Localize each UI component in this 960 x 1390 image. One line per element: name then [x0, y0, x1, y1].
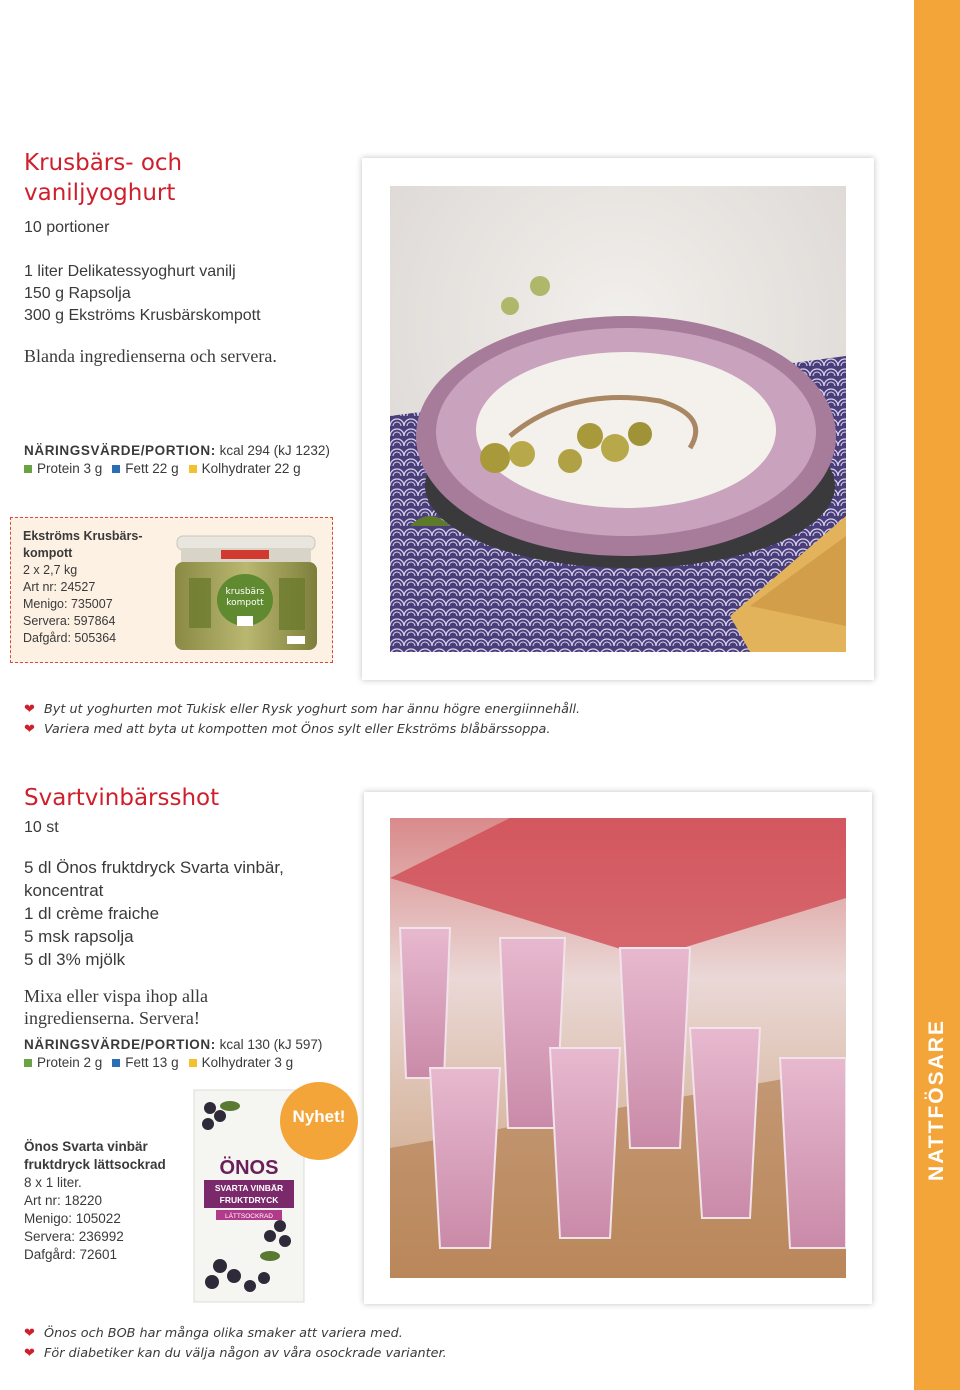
carbs-square-icon [189, 465, 197, 473]
product-info-box [10, 517, 333, 663]
recipe1-instructions: Blanda ingredienserna och servera. [24, 346, 277, 366]
new-badge-label: Nyhet! [292, 1107, 346, 1126]
fat-square-icon [112, 465, 120, 473]
ingredient-item: 5 dl 3% mjölk [24, 950, 126, 969]
heart-icon: ❤ [24, 722, 35, 737]
recipe1-nutrition-heading: NÄRINGSVÄRDE/PORTION: kcal 294 (kJ 1232) [24, 443, 330, 458]
protein-square-icon [24, 1059, 32, 1067]
svg-text:LÄTTSOCKRAD: LÄTTSOCKRAD [224, 1213, 274, 1220]
new-badge [280, 1082, 358, 1160]
tip-item: ❤ Byt ut yoghurten mot Tukisk eller Rysk yoghurt som har ännu högre energiinnehåll. [24, 700, 580, 720]
ingredient-item: 5 dl Önos fruktdryck Svarta vinbär, [24, 858, 284, 877]
svg-text:ÖNOS: ÖNOS [219, 1157, 279, 1179]
photo-frame [364, 792, 872, 1304]
recipe2-tips [24, 1324, 447, 1364]
ingredient-item: 1 dl crème fraiche [24, 904, 160, 923]
ingredient-item: 150 g Rapsolja [24, 285, 131, 302]
product-details: Önos Svarta vinbär fruktdryck lättsockrad 8 x 1 liter. Art nr: 18220 Menigo: 105022 Servera: 236992 Dafgård: 72601 [24, 1139, 166, 1262]
photo-frame [362, 158, 874, 680]
recipe2-instructions: Mixa eller vispa ihop alla ingredienserna. Servera! [24, 986, 208, 1028]
section-tab-label: NATTFÖSARE [925, 1019, 948, 1181]
tip-item: ❤ Variera med att byta ut kompotten mot Önos sylt eller Ekströms blåbärssoppa. [24, 720, 580, 740]
recipe2-nutrition-values: Protein 2 g Fett 13 g Kolhydrater 3 g [24, 1055, 303, 1070]
section-tab [914, 0, 960, 1390]
svg-text:kompott: kompott [226, 598, 264, 608]
recipe2-portions: 10 st [24, 819, 59, 836]
ingredient-item: 1 liter Delikatessyoghurt vanilj [24, 263, 236, 280]
svg-text:krusbärs: krusbärs [225, 587, 265, 597]
tip-item: ❤ Önos och BOB har många olika smaker att variera med. [24, 1324, 447, 1344]
carbs-square-icon [189, 1059, 197, 1067]
recipe1-portions: 10 portioner [24, 219, 110, 236]
recipe2-nutrition-heading: NÄRINGSVÄRDE/PORTION: kcal 130 (kJ 597) [24, 1037, 323, 1052]
shot-glasses-photo [390, 818, 846, 1278]
product-details: Ekströms Krusbärs- kompott 2 x 2,7 kg Art nr: 24527 Menigo: 735007 Servera: 597864 Dafgård: 505364 [23, 529, 143, 645]
protein-square-icon [24, 465, 32, 473]
product-jar-image [171, 532, 321, 658]
ingredient-item: koncentrat [24, 881, 104, 900]
svg-text:FRUKTDRYCK: FRUKTDRYCK [219, 1195, 279, 1205]
svg-text:SVARTA VINBÄR: SVARTA VINBÄR [214, 1183, 284, 1193]
recipe1-ingredients [24, 261, 261, 327]
recipe1-nutrition-values: Protein 3 g Fett 22 g Kolhydrater 22 g [24, 461, 311, 476]
recipe1-title: Krusbärs- och vaniljyoghurt [24, 150, 183, 206]
ingredient-item: 300 g Ekströms Krusbärskompott [24, 307, 261, 324]
ingredient-item: 5 msk rapsolja [24, 927, 134, 946]
heart-icon: ❤ [24, 1346, 35, 1361]
recipe2-title: Svartvinbärsshot [24, 785, 220, 811]
heart-icon: ❤ [24, 1326, 35, 1341]
heart-icon: ❤ [24, 702, 35, 717]
recipe1-tips [24, 700, 580, 740]
recipe2-ingredients [24, 856, 284, 971]
yoghurt-bowl-photo [390, 186, 846, 652]
tip-item: ❤ För diabetiker kan du välja någon av våra osockrade varianter. [24, 1344, 447, 1364]
fat-square-icon [112, 1059, 120, 1067]
